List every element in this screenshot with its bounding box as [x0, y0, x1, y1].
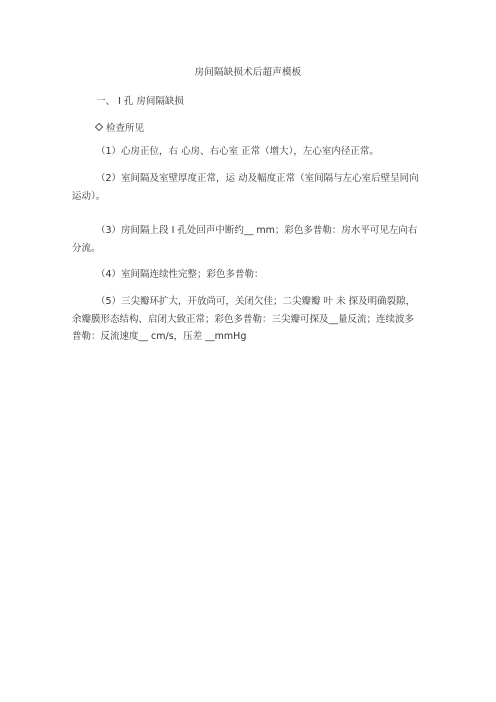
diamond-bullet-icon	[95, 123, 103, 131]
finding-paragraph-2: （2）室间隔及室壁厚度正常，运 动及幅度正常（室间隔与左心室后壁呈同向运动）。	[72, 173, 419, 202]
subsection-heading-label: 检查所见	[106, 123, 145, 134]
document-title: 房间隔缺损术后超声模板	[194, 67, 302, 78]
finding-paragraph-3: （3）房间隔上段 I 孔处回声中断约__ mm；彩色多普勒：房水平可见左向右分流。	[72, 225, 418, 254]
finding-paragraph-1: （1）心房正位，右 心房、右心室 正常（增大），左心室内径正常。	[96, 146, 379, 157]
finding-paragraph-5: （5）三尖瓣环扩大，开放尚可，关闭欠佳；二尖瓣瓣 叶 未 探及明确裂隙，余瓣膜形态结构、启闭大致正常；彩色多普勒：三尖瓣可探及__量反流；连续波多普勒：反流速度__ cm/s，压差 __mmHg	[72, 296, 416, 342]
finding-paragraph-4: （4）室间隔连续性完整；彩色多普勒：	[96, 269, 264, 280]
section-heading: 一、 I 孔 房间隔缺损	[96, 96, 184, 107]
subsection-heading	[96, 122, 144, 136]
